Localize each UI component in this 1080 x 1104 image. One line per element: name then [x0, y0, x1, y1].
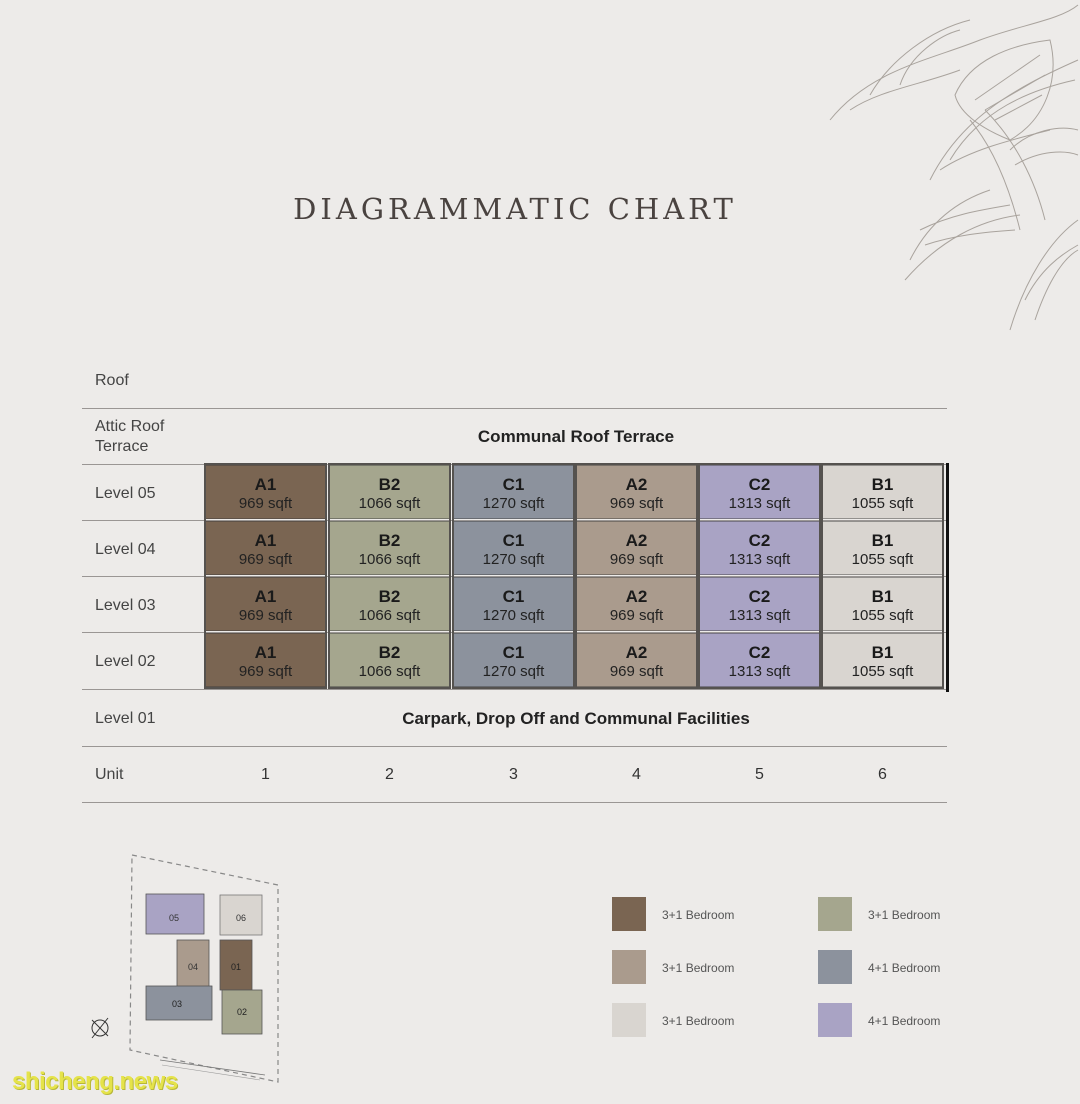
grid-edge-bar	[946, 463, 949, 692]
legend-swatch	[818, 897, 852, 931]
legend-swatch	[818, 1003, 852, 1037]
unit-code: B1	[871, 587, 894, 606]
page-title: DIAGRAMMATIC CHART	[293, 192, 737, 226]
unit-cell	[453, 577, 574, 631]
unit-size: 969 sqft	[609, 495, 664, 512]
unit-code: C2	[748, 643, 771, 662]
unit-size: 1270 sqft	[482, 495, 545, 512]
unit-cell	[822, 577, 943, 631]
legend-label: 3+1 Bedroom	[662, 961, 735, 975]
unit-cell	[699, 577, 820, 631]
leaf-illustration	[810, 0, 1080, 340]
unit-size: 969 sqft	[609, 551, 664, 568]
unit-cell	[576, 577, 697, 631]
unit-code: B2	[378, 475, 401, 494]
unit-code: A1	[254, 643, 277, 662]
unit-code: C1	[502, 531, 525, 550]
legend-swatch	[818, 950, 852, 984]
block-label-03: 03	[171, 999, 183, 1009]
row-divider	[82, 689, 947, 690]
legend-label: 3+1 Bedroom	[662, 908, 735, 922]
unit-cell	[329, 577, 450, 631]
unit-code: C2	[748, 587, 771, 606]
unit-size: 1270 sqft	[482, 551, 545, 568]
unit-number: 5	[755, 766, 764, 783]
unit-size: 1066 sqft	[358, 551, 421, 568]
unit-code: A2	[625, 643, 648, 662]
compass-icon	[92, 1018, 108, 1038]
row-label-level-04: Level 04	[95, 541, 156, 558]
unit-number: 1	[261, 766, 270, 783]
unit-code: A2	[625, 475, 648, 494]
unit-size: 1313 sqft	[728, 663, 791, 680]
unit-size: 1066 sqft	[358, 663, 421, 680]
unit-size: 1313 sqft	[728, 495, 791, 512]
unit-code: B1	[871, 531, 894, 550]
row-label-level-01: Level 01	[95, 710, 156, 727]
unit-code: C2	[748, 475, 771, 494]
unit-code: A2	[625, 531, 648, 550]
block-label-01: 01	[230, 962, 242, 972]
unit-cell	[453, 465, 574, 519]
unit-cell	[205, 633, 326, 687]
row-divider	[82, 408, 947, 409]
legend-swatch	[612, 897, 646, 931]
unit-code: B2	[378, 643, 401, 662]
unit-code: A1	[254, 587, 277, 606]
block-label-02: 02	[236, 1007, 248, 1017]
block-label-05: 05	[168, 913, 180, 923]
unit-code: A2	[625, 587, 648, 606]
row-label-roof: Roof	[95, 372, 129, 389]
block-label-04: 04	[187, 962, 199, 972]
unit-size: 969 sqft	[238, 663, 293, 680]
unit-code: B1	[871, 643, 894, 662]
unit-cell	[822, 633, 943, 687]
unit-size: 969 sqft	[609, 607, 664, 624]
unit-cell	[822, 465, 943, 519]
legend-label: 4+1 Bedroom	[868, 1014, 941, 1028]
row-divider	[82, 746, 947, 747]
unit-code: B1	[871, 475, 894, 494]
unit-size: 969 sqft	[238, 495, 293, 512]
unit-size: 1055 sqft	[851, 663, 914, 680]
legend-swatch	[612, 950, 646, 984]
unit-code: B2	[378, 587, 401, 606]
unit-size: 1055 sqft	[851, 551, 914, 568]
unit-code: C1	[502, 587, 525, 606]
row-label-attic-line2: Terrace	[95, 438, 149, 455]
level-01-facilities: Carpark, Drop Off and Communal Facilities	[402, 709, 750, 728]
row-divider	[82, 802, 947, 803]
unit-cell	[329, 521, 450, 575]
unit-code: C2	[748, 531, 771, 550]
unit-cell	[329, 465, 450, 519]
unit-code: A1	[254, 475, 277, 494]
legend-label: 3+1 Bedroom	[662, 1014, 735, 1028]
unit-cell	[699, 465, 820, 519]
unit-size: 969 sqft	[238, 551, 293, 568]
unit-number: 4	[632, 766, 641, 783]
unit-size: 1055 sqft	[851, 607, 914, 624]
unit-size: 1055 sqft	[851, 495, 914, 512]
unit-size: 1270 sqft	[482, 607, 545, 624]
unit-cell	[576, 633, 697, 687]
unit-size: 969 sqft	[238, 607, 293, 624]
site-plan	[80, 850, 290, 1090]
unit-cell	[453, 633, 574, 687]
unit-cell	[205, 521, 326, 575]
legend-label: 3+1 Bedroom	[868, 908, 941, 922]
unit-cell	[329, 633, 450, 687]
unit-cell	[822, 521, 943, 575]
unit-code: C1	[502, 475, 525, 494]
row-label-level-02: Level 02	[95, 653, 156, 670]
row-label-unit: Unit	[95, 766, 124, 783]
watermark: shicheng.news	[12, 1068, 178, 1095]
unit-cell	[205, 465, 326, 519]
unit-cell	[205, 577, 326, 631]
unit-size: 1270 sqft	[482, 663, 545, 680]
block-label-06: 06	[235, 913, 247, 923]
unit-number: 2	[385, 766, 394, 783]
unit-code: C1	[502, 643, 525, 662]
row-label-level-03: Level 03	[95, 597, 156, 614]
communal-roof-terrace: Communal Roof Terrace	[477, 427, 675, 446]
unit-cell	[453, 521, 574, 575]
unit-size: 1313 sqft	[728, 607, 791, 624]
unit-cell	[699, 521, 820, 575]
unit-cell	[699, 633, 820, 687]
legend-swatch	[612, 1003, 646, 1037]
row-label-attic-line1: Attic Roof	[95, 418, 165, 435]
unit-number: 3	[509, 766, 518, 783]
unit-cell	[576, 465, 697, 519]
unit-number: 6	[878, 766, 887, 783]
unit-size: 969 sqft	[609, 663, 664, 680]
unit-size: 1313 sqft	[728, 551, 791, 568]
row-label-level-05: Level 05	[95, 485, 156, 502]
legend-label: 4+1 Bedroom	[868, 961, 941, 975]
unit-code: A1	[254, 531, 277, 550]
unit-code: B2	[378, 531, 401, 550]
unit-size: 1066 sqft	[358, 495, 421, 512]
unit-cell	[576, 521, 697, 575]
unit-size: 1066 sqft	[358, 607, 421, 624]
